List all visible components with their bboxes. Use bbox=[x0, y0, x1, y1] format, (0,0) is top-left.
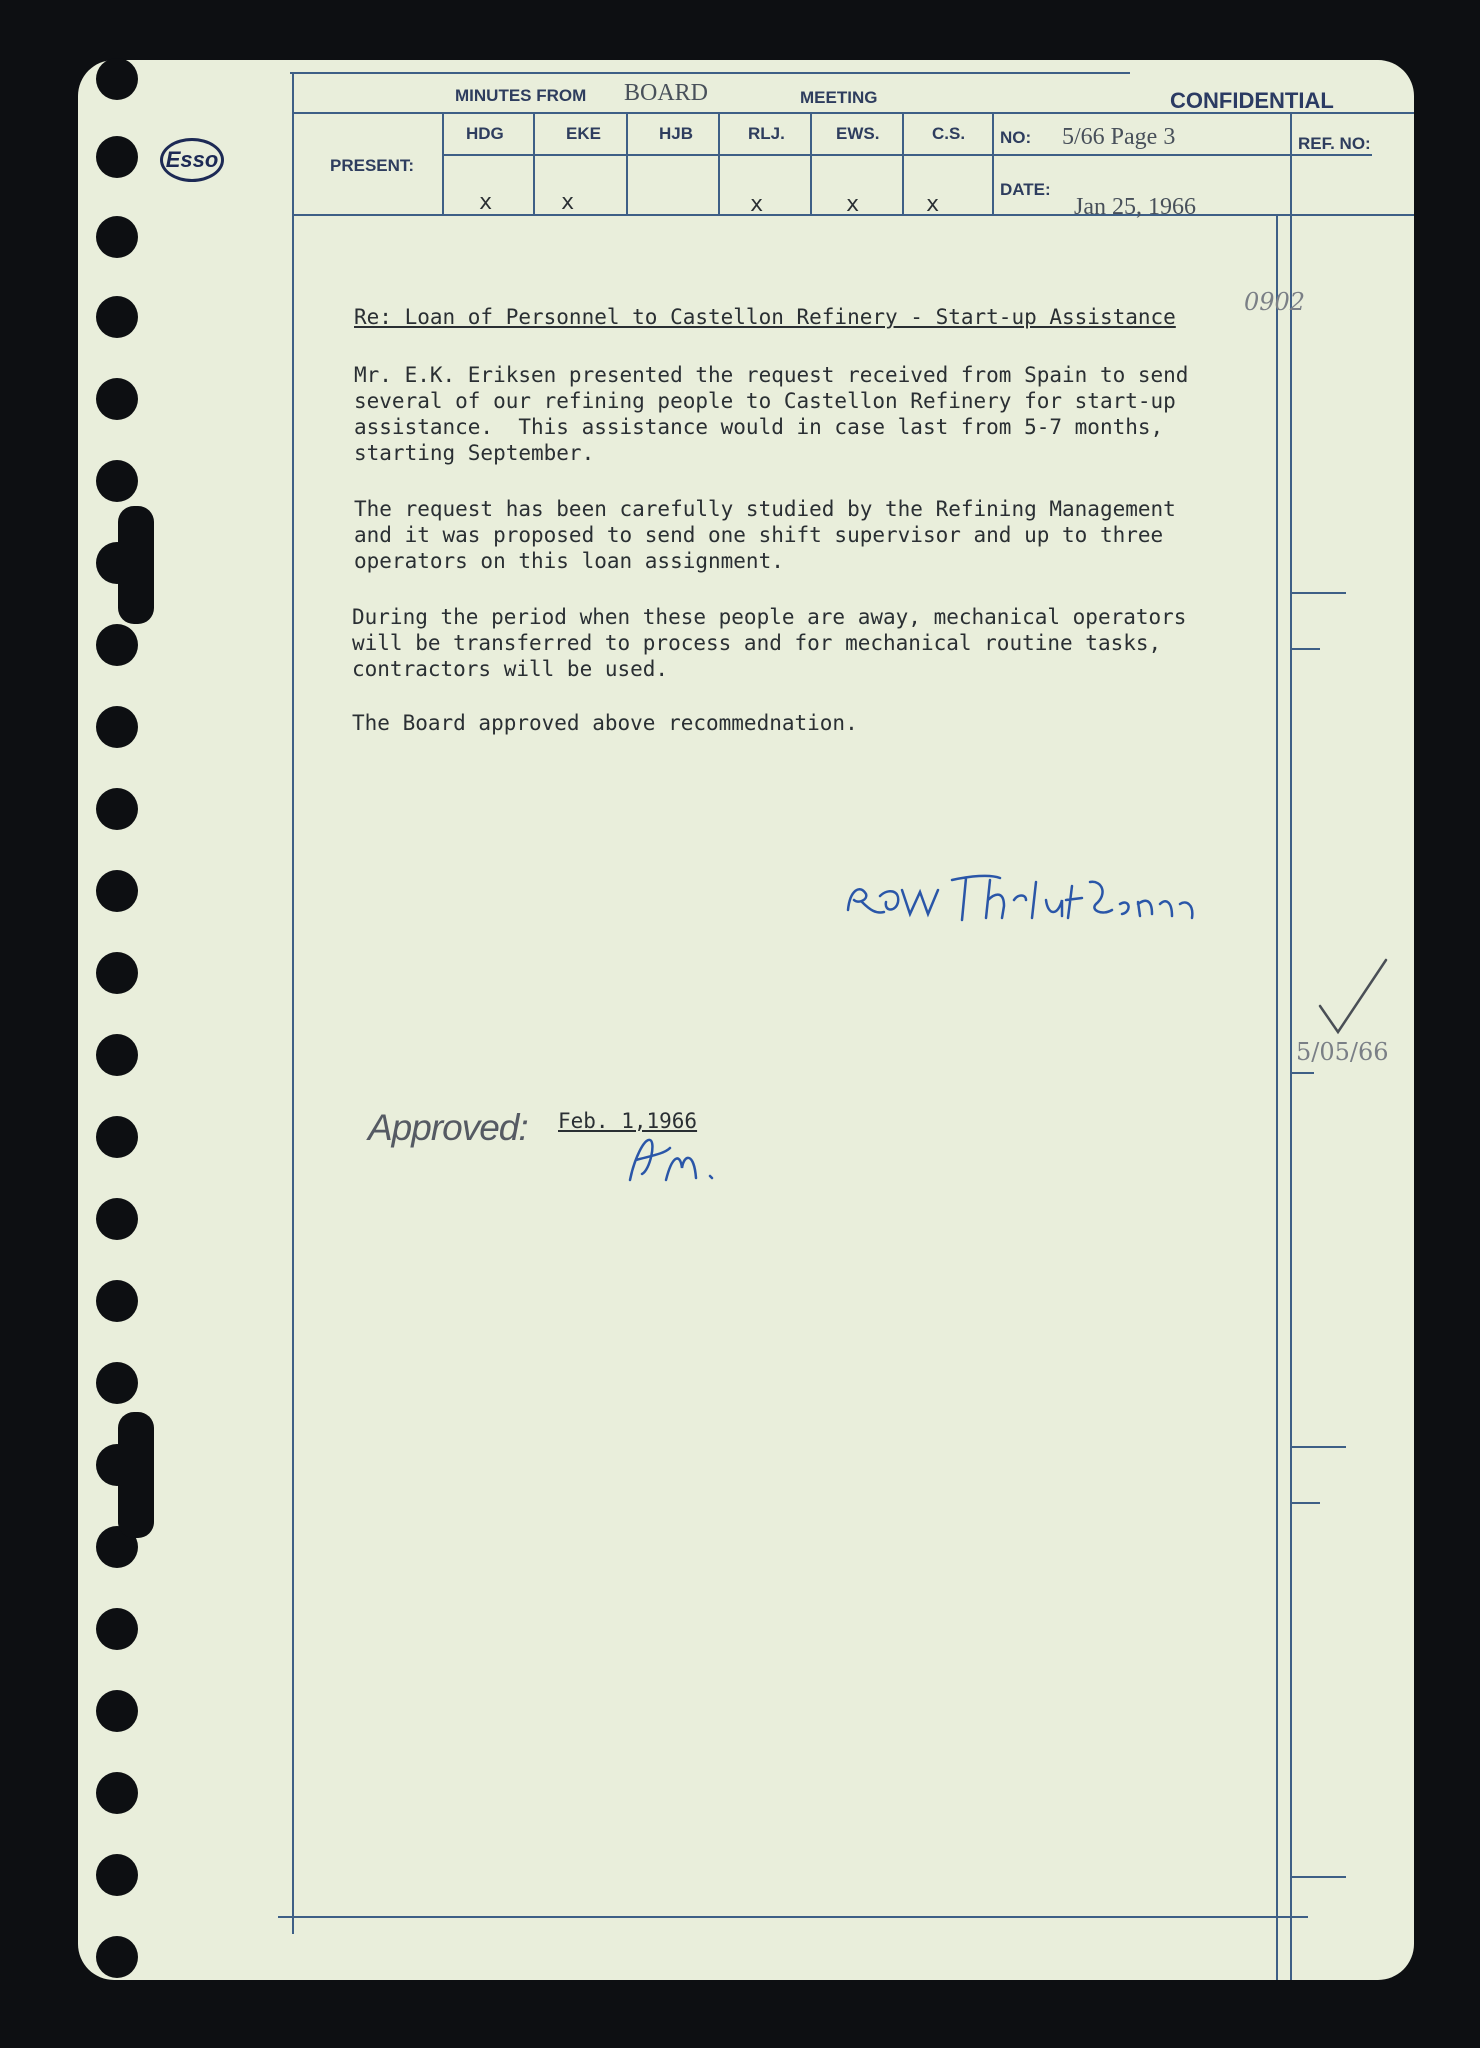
punch-hole bbox=[96, 1608, 138, 1650]
left-margin-rule bbox=[292, 72, 294, 1934]
punch-hole bbox=[96, 216, 138, 258]
number-value: 5/66 Page 3 bbox=[1062, 124, 1176, 150]
paragraph: The request has been carefully studied by the Refining Management and it was proposed to send one shift supervisor and up to three operators on this loan assignment. bbox=[354, 497, 1176, 573]
attendee-initials: EWS. bbox=[836, 124, 880, 143]
number-label: NO: bbox=[1000, 128, 1032, 147]
minutes-from-value: BOARD bbox=[624, 80, 709, 106]
binder-clip bbox=[118, 1412, 154, 1538]
meeting-label: MEETING bbox=[800, 88, 878, 107]
page-bottom-rule bbox=[278, 1916, 1308, 1918]
punch-hole bbox=[96, 378, 138, 420]
header-col-rule bbox=[992, 112, 994, 216]
punch-hole bbox=[96, 706, 138, 748]
margin-note: 0902 bbox=[1244, 288, 1306, 316]
header-col-rule bbox=[810, 112, 812, 216]
attendee-initials: EKE bbox=[566, 124, 601, 143]
ref-column-rule bbox=[1290, 112, 1292, 1980]
approval-date: Feb. 1,1966 bbox=[558, 1109, 698, 1133]
punch-hole bbox=[96, 788, 138, 830]
attendee-mark: x bbox=[750, 192, 764, 217]
punch-hole bbox=[96, 136, 138, 178]
check-mark-icon bbox=[1316, 956, 1396, 1036]
attendee-mark: x bbox=[926, 192, 940, 217]
attendee-initials: C.S. bbox=[932, 124, 966, 143]
header-col-rule bbox=[718, 112, 720, 216]
punch-hole bbox=[96, 1936, 138, 1978]
date-label: DATE: bbox=[1000, 180, 1051, 199]
punch-hole bbox=[96, 1198, 138, 1240]
attendee-mark: x bbox=[479, 190, 493, 215]
punch-hole bbox=[96, 1116, 138, 1158]
punch-hole bbox=[96, 1772, 138, 1814]
approved-label: Approved: bbox=[368, 1107, 528, 1148]
attendee-initials: HDG bbox=[466, 124, 504, 143]
header-col-rule bbox=[902, 112, 904, 216]
punch-hole bbox=[96, 952, 138, 994]
minutes-from-label: MINUTES FROM bbox=[455, 86, 587, 105]
punch-hole bbox=[96, 1034, 138, 1076]
header-top-rule bbox=[290, 72, 1130, 74]
paragraph: Mr. E.K. Eriksen presented the request received from Spain to send several of our refining people to Castellon Refinery for start-up assistance. This assistance would in case last from 5-7 months, starting September. bbox=[354, 363, 1189, 465]
attendee-mark: x bbox=[561, 190, 575, 215]
ref-tick bbox=[1290, 648, 1320, 650]
ref-column-rule-2 bbox=[1276, 216, 1278, 1980]
header-col-rule bbox=[442, 112, 444, 216]
attendee-mark: x bbox=[846, 192, 860, 217]
subject-line: Re: Loan of Personnel to Castellon Refinery - Start-up Assistance bbox=[354, 305, 1176, 329]
punch-hole bbox=[96, 1690, 138, 1732]
ref-tick bbox=[1290, 592, 1346, 594]
ref-tick bbox=[1290, 1876, 1346, 1878]
ref-date-note: 5/05/66 bbox=[1296, 1038, 1389, 1066]
punch-hole bbox=[96, 624, 138, 666]
paragraph: During the period when these people are away, mechanical operators will be transferred to process and for mechanical routine tasks, contractors will be used. bbox=[352, 605, 1187, 681]
ref-tick bbox=[1290, 1502, 1320, 1504]
ref-tick bbox=[1290, 1072, 1314, 1074]
approval-initials bbox=[620, 1130, 730, 1190]
signature bbox=[840, 860, 1220, 940]
punch-hole bbox=[96, 1280, 138, 1322]
confidential-label: CONFIDENTIAL bbox=[1170, 88, 1334, 113]
esso-logo: Esso bbox=[160, 138, 224, 182]
ref-no-label: REF. NO: bbox=[1298, 134, 1371, 153]
punch-hole bbox=[96, 460, 138, 502]
punch-hole bbox=[96, 1362, 138, 1404]
binder-clip bbox=[118, 506, 154, 624]
present-label: PRESENT: bbox=[330, 156, 415, 175]
ref-tick bbox=[1290, 1446, 1346, 1448]
attendee-initials: HJB bbox=[659, 124, 694, 143]
punch-hole bbox=[96, 870, 138, 912]
punch-hole bbox=[96, 58, 138, 100]
attendee-inner-rule bbox=[442, 154, 1372, 156]
header-col-rule bbox=[533, 112, 535, 216]
document-sheet bbox=[78, 60, 1414, 1980]
attendee-initials: RLJ. bbox=[748, 124, 785, 143]
date-value: Jan 25, 1966 bbox=[1074, 194, 1196, 220]
punch-hole bbox=[96, 296, 138, 338]
header-col-rule bbox=[626, 112, 628, 216]
paragraph: The Board approved above recommednation. bbox=[352, 711, 858, 735]
punch-hole bbox=[96, 1854, 138, 1896]
